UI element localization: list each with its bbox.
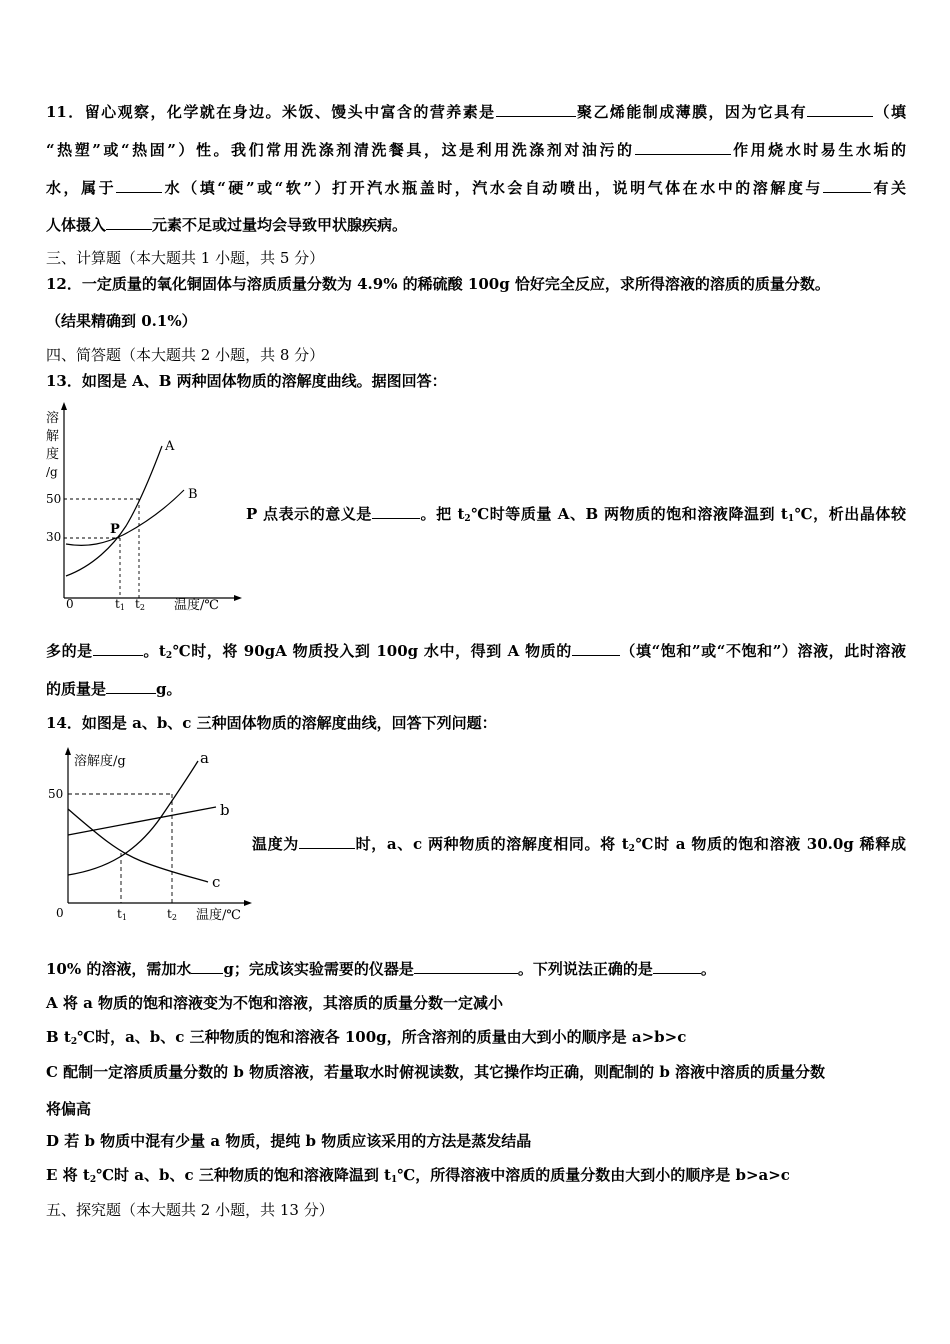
curve-b — [66, 490, 184, 545]
q14-text: g；完成该实验需要的仪器是 — [223, 960, 414, 978]
q11-line4 — [46, 215, 407, 235]
curve-a-label: a — [200, 749, 209, 767]
q14-option-e: E 将 $t_2℃$时 a、b、c 三种物质的饱和溶液降温到 $t_1℃$，所得溶液中溶质的质量分数由大到小的顺序是 b>a>c — [46, 1166, 790, 1185]
q11-text: 作用烧水时易生水垢的 — [730, 141, 906, 159]
q11-text: 元素不足或过量均会导致甲状腺疾病。 — [152, 216, 408, 234]
y-axis-label: 度 — [46, 447, 60, 462]
section-3-heading: 三、计算题（本大题共 1 小题，共 5 分） — [46, 249, 325, 267]
answer-blank[interactable] — [653, 959, 701, 974]
curve-a — [66, 446, 162, 576]
y-tick-50: 50 — [46, 492, 62, 506]
q11-line2 — [46, 140, 906, 160]
q14-option-a: A 将 a 物质的饱和溶液变为不饱和溶液，其溶质的质量分数一定减小 — [46, 994, 504, 1012]
q14-text: 10% 的溶液，需加水 — [46, 960, 192, 978]
q12-line2: （结果精确到 0.1%） — [46, 312, 197, 330]
q14-option-b: B $t_2℃$时，a、b、c 三种物质的饱和溶液各 100g，所含溶剂的质量由大到小的顺序是 a>b>c — [46, 1028, 687, 1047]
answer-blank[interactable] — [106, 215, 152, 230]
y-tick-50: 50 — [48, 787, 64, 801]
answer-blank[interactable] — [191, 959, 223, 974]
curve-b-label: b — [220, 801, 230, 819]
answer-blank[interactable] — [635, 140, 731, 155]
curve-c-label: c — [212, 873, 221, 891]
solubility-chart-ab — [38, 398, 248, 618]
curve-b-label: B — [188, 487, 198, 502]
x-tick-t1: t1 — [117, 907, 127, 922]
q11-line1 — [46, 102, 906, 122]
q13-row2: 多的是 。$t_2℃$时，将 90gA 物质投入到 100g 水中，得到 A 物质的 （填“饱和”或“不饱和”）溶液，此时溶液 — [46, 642, 906, 661]
answer-blank[interactable] — [823, 178, 871, 193]
answer-blank[interactable] — [106, 679, 156, 694]
q14-text: 。下列说法正确的是 — [517, 960, 653, 978]
y-axis-label: /g — [46, 465, 58, 479]
q11-line3 — [46, 178, 906, 198]
q11-text: 11．留心观察，化学就在身边。米饭、馒头中富含的营养素是 — [46, 103, 496, 121]
q12-line1: 12．一定质量的氧化铜固体与溶质质量分数为 4.9% 的稀硫酸 100g 恰好完全反应，求所得溶液的溶质的质量分数。 — [46, 275, 830, 293]
q11-text: 人体摄入 — [46, 216, 107, 234]
q13-text: ℃，析出晶体较 — [794, 505, 906, 523]
q14-stem: 14．如图是 a、b、c 三种固体物质的溶解度曲线，回答下列问题： — [46, 714, 497, 732]
origin-label: 0 — [56, 906, 64, 920]
y-tick-30: 30 — [46, 530, 62, 544]
solubility-chart-abc — [46, 745, 256, 930]
q13-text: （填“饱和”或“不饱和”）溶液，此时溶液 — [619, 642, 906, 660]
y-axis-arrow — [61, 402, 67, 410]
q11-text: 有关 — [870, 179, 906, 197]
q13-text: 多的是 — [46, 642, 93, 660]
curve-a-label: A — [165, 439, 175, 454]
answer-blank[interactable] — [496, 102, 576, 117]
q14-text: 。 — [700, 960, 716, 978]
q14-option-c-cont: 将偏高 — [46, 1100, 92, 1118]
y-axis-label: 解 — [46, 429, 60, 444]
section-4-heading: 四、简答题（本大题共 2 小题，共 8 分） — [46, 346, 325, 364]
q13-row3 — [46, 679, 182, 699]
answer-blank[interactable] — [372, 504, 420, 519]
q14-text: 温度为 — [252, 835, 299, 853]
x-axis-arrow — [244, 900, 252, 906]
q14-row1: 温度为 时，a、c 两种物质的溶解度相同。将 $t_2℃$时 a 物质的饱和溶液 30.0g 稀释成 — [252, 835, 906, 854]
section-5-heading: 五、探究题（本大题共 2 小题，共 13 分） — [46, 1201, 334, 1219]
answer-blank[interactable] — [414, 959, 518, 974]
x-axis-label: 温度/℃ — [196, 908, 241, 923]
y-axis-arrow — [65, 747, 71, 755]
curve-c — [68, 809, 208, 882]
answer-blank[interactable] — [807, 102, 873, 117]
y-axis-label: 溶解度/g — [74, 754, 126, 769]
point-p-label: P — [110, 522, 120, 537]
q11-text: “热塑”或“热固”）性。我们常用洗涤剂清洗餐具，这是利用洗涤剂对油污的 — [46, 141, 635, 159]
x-axis-label: 温度/℃ — [174, 598, 219, 613]
y-axis-label: 溶 — [46, 411, 60, 426]
answer-blank[interactable] — [299, 834, 355, 849]
q14-option-c: C 配制一定溶质质量分数的 b 物质溶液，若量取水时俯视读数，其它操作均正确，则配制的 b 溶液中溶质的质量分数 — [46, 1063, 826, 1081]
q13-text: g。 — [156, 680, 182, 698]
x-tick-t2: t2 — [135, 597, 145, 612]
q13-text: 。t — [142, 642, 166, 660]
q13-text: ℃时等质量 A、B 两物质的饱和溶液降温到 t — [470, 505, 788, 523]
q14-row2 — [46, 959, 716, 979]
q11-text: 聚乙烯能制成薄膜，因为它具有 — [575, 103, 808, 121]
q13-stem: 13．如图是 A、B 两种固体物质的溶解度曲线。据图回答： — [46, 372, 447, 390]
q14-option-d: D 若 b 物质中混有少量 a 物质，提纯 b 物质应该采用的方法是蒸发结晶 — [46, 1132, 532, 1150]
q13-text: P 点表示的意义是 — [246, 505, 372, 523]
q13-text: 。把 t — [419, 505, 465, 523]
answer-blank[interactable] — [93, 641, 143, 656]
x-axis-arrow — [234, 595, 242, 601]
origin-label: 0 — [66, 597, 74, 611]
q13-row1: P 点表示的意义是 。把 $t_2℃$时等质量 A、B 两物质的饱和溶液降温到 $t_1℃$，析出晶体较 — [246, 505, 906, 524]
q11-text: 水，属于 — [46, 179, 117, 197]
curve-b — [68, 807, 216, 835]
q11-text: （填 — [873, 103, 906, 121]
q11-text: 水（填“硬”或“软”）打开汽水瓶盖时，汽水会自动喷出，说明气体在水中的溶解度与 — [162, 179, 823, 197]
q13-text: ℃时，将 90gA 物质投入到 100g 水中，得到 A 物质的 — [172, 642, 572, 660]
x-tick-t2: t2 — [167, 907, 177, 922]
q14-text: 时，a、c 两种物质的溶解度相同。将 t — [354, 835, 629, 853]
answer-blank[interactable] — [572, 641, 620, 656]
x-tick-t1: t1 — [115, 597, 125, 612]
q14-text: ℃时 a 物质的饱和溶液 30.0g 稀释成 — [634, 835, 906, 853]
answer-blank[interactable] — [116, 178, 162, 193]
q13-text: 的质量是 — [46, 680, 107, 698]
